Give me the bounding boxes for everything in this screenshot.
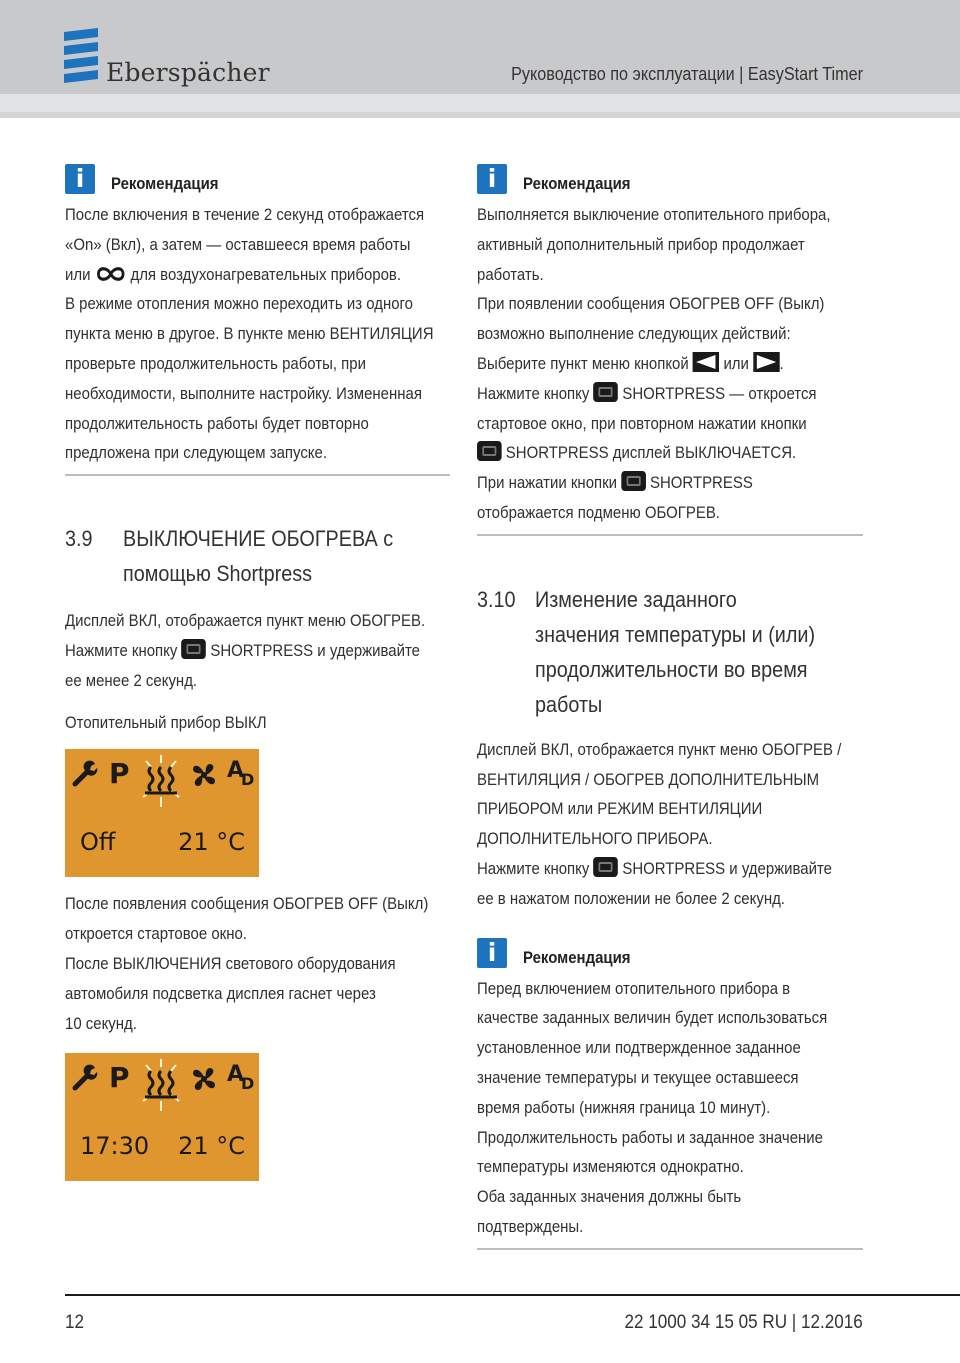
ad-subscript-icon: D: [241, 1074, 255, 1094]
body-line: ПРИБОРОМ или РЕЖИМ ВЕНТИЛЯЦИИ: [477, 799, 763, 819]
body-text: Нажмите кнопку: [65, 640, 178, 660]
tip-title: Рекомендация: [523, 947, 631, 967]
tip-line: отображается подменю ОБОГРЕВ.: [477, 502, 720, 522]
ad-icon: A: [227, 1062, 245, 1088]
section-title-line: работы: [535, 691, 603, 717]
body-line: Дисплей ВКЛ, отображается пункт меню ОБОГРЕВ /: [477, 739, 842, 759]
wrench-icon: [75, 1065, 97, 1088]
section-title-line: ВЫКЛЮЧЕНИЕ ОБОГРЕВА с: [123, 526, 394, 552]
header-stripe-secondary: [0, 112, 960, 118]
lcd-status-icons: [65, 1053, 259, 1181]
tip-line: активный дополнительный прибор продолжает: [477, 234, 805, 254]
info-icon: i: [65, 164, 95, 194]
tip-line: установленное или подтвержденное заданное: [477, 1038, 801, 1058]
body-line: автомобиля подсветка дисплея гаснет через: [65, 983, 376, 1003]
lcd-display-time: [65, 1053, 259, 1181]
tip-line: продолжительность работы будет повторно: [65, 413, 369, 433]
tip-title: Рекомендация: [523, 174, 631, 193]
tip-line: возможно выполнение следующих действий:: [477, 324, 791, 344]
tip-line: температуры изменяются однократно.: [477, 1157, 744, 1177]
body-line: ее менее 2 секунд.: [65, 670, 198, 690]
tip-text: Нажмите кнопку: [477, 383, 590, 403]
header-stripe: [0, 94, 960, 112]
lcd-status-text: Off: [80, 828, 116, 857]
tip-line: качестве заданных величин будет использоваться: [477, 1008, 828, 1028]
body-line: 10 секунд.: [65, 1013, 137, 1033]
tip-line: Оба заданных значения должны быть: [477, 1187, 742, 1207]
heater-icon: [145, 767, 177, 793]
divider: [477, 534, 863, 536]
tip-text: SHORTPRESS — откроется: [622, 383, 817, 403]
fan-icon: [193, 1068, 215, 1090]
page-number: 12: [65, 1312, 85, 1333]
tip-line: проверьте продолжительность работы, при: [65, 353, 366, 373]
tip-line: пункта меню в другое. В пункте меню ВЕНТИЛЯЦИЯ: [65, 324, 434, 344]
button-icon: [182, 639, 207, 659]
body-text: SHORTPRESS и удерживайте: [210, 640, 420, 660]
tip-text: .: [779, 353, 784, 373]
section-title-line: Изменение заданного: [535, 586, 737, 612]
tip-line: необходимости, выполните настройку. Измененная: [65, 383, 422, 403]
arrow-left-button-icon: [693, 352, 719, 372]
body-line: откроется стартовое окно.: [65, 924, 247, 944]
tip-text: Выберите пункт меню кнопкой: [477, 353, 689, 373]
tip-block-3: [477, 934, 863, 1250]
body-line: ДОПОЛНИТЕЛЬНОГО ПРИБОРА.: [477, 829, 713, 849]
body-line: После ВЫКЛЮЧЕНИЯ светового оборудования: [65, 953, 396, 973]
wrench-icon: [75, 761, 97, 784]
info-icon: i: [477, 164, 507, 194]
tip-line: В режиме отопления можно переходить из одного: [65, 294, 413, 314]
tip-line: предложена при следующем запуске.: [65, 443, 327, 463]
section-number: 3.9: [65, 526, 93, 552]
document-reference: 22 1000 34 15 05 RU | 12.2016: [624, 1312, 863, 1333]
body-line: ВЕНТИЛЯЦИЯ / ОБОГРЕВ ДОПОЛНИТЕЛЬНЫМ: [477, 769, 820, 789]
tip-line: Перед включением отопительного прибора в: [477, 978, 791, 998]
button-icon: [594, 857, 619, 877]
section-title: [535, 582, 846, 722]
ad-icon: A: [227, 758, 245, 784]
section-heading-3-9: [65, 521, 450, 591]
section-title: [123, 521, 423, 591]
left-column: [65, 160, 450, 1181]
tip-text: для воздухонагревательных приборов.: [130, 264, 402, 284]
section-heading-3-10: [477, 582, 863, 722]
lcd-time: 17:30: [80, 1132, 150, 1161]
body-text: SHORTPRESS и удерживайте: [622, 858, 832, 878]
button-icon: [621, 471, 646, 491]
arrow-right-button-icon: [753, 352, 779, 372]
section-number: 3.10: [477, 586, 516, 612]
section-title-line: продолжительности во время: [535, 656, 808, 682]
after-paragraph: [65, 889, 450, 1038]
ad-subscript-icon: D: [241, 770, 255, 790]
tip-line: Выполняется выключение отопительного прибора,: [477, 205, 831, 224]
right-column: [477, 160, 863, 1250]
section-body: [477, 735, 863, 914]
divider: [65, 474, 450, 476]
tip-text: SHORTPRESS: [649, 473, 753, 493]
eberspaecher-logo-icon: [64, 28, 98, 86]
tip-block-1: [65, 160, 450, 476]
lcd-temperature: 21 °C: [178, 828, 245, 857]
tip-line: [477, 438, 817, 468]
tip-line: Продолжительность работы и заданное значение: [477, 1127, 823, 1147]
section-title-line: значения температуры и (или): [535, 621, 816, 647]
footer-divider: [65, 1294, 960, 1296]
tip-line: значение температуры и текущее оставшееся: [477, 1067, 799, 1087]
tip-text: или: [723, 353, 749, 373]
body-line: [477, 854, 832, 884]
tip-header: [65, 160, 450, 194]
button-icon: [594, 382, 619, 402]
tip-title: Рекомендация: [111, 174, 219, 193]
tip-header: [477, 160, 863, 194]
tip-line: [477, 349, 817, 379]
tip-line: подтверждены.: [477, 1216, 584, 1236]
tip-text: При нажатии кнопки: [477, 473, 618, 493]
tip-line: работать.: [477, 264, 544, 284]
tip-line: После включения в течение 2 секунд отображается: [65, 205, 425, 224]
brand-name: Eberspächer: [106, 58, 270, 87]
tip-line: время работы (нижняя граница 10 минут).: [477, 1097, 771, 1117]
infinity-icon: [95, 265, 127, 283]
parking-icon: P: [109, 757, 130, 791]
fan-icon: [193, 764, 215, 786]
tip-line: [65, 260, 404, 290]
info-icon: i: [477, 938, 507, 968]
parking-icon: P: [109, 1061, 130, 1095]
body-line: Дисплей ВКЛ, отображается пункт меню ОБОГРЕВ.: [65, 611, 426, 631]
tip-header: [477, 934, 863, 968]
lcd-status-icons: [65, 749, 259, 877]
tip-line: [477, 468, 817, 498]
tip-text: SHORTPRESS дисплей ВЫКЛЮЧАЕТСЯ.: [505, 443, 797, 463]
section-title-line: помощью Shortpress: [123, 561, 313, 587]
body-line: [65, 636, 420, 666]
intro-paragraph: [65, 606, 450, 695]
tip-block-2: [477, 160, 863, 536]
tip-line: «On» (Вкл), а затем — оставшееся время работы: [65, 234, 411, 254]
lcd-display-off: [65, 749, 259, 877]
tip-line: [477, 379, 817, 409]
body-text: Нажмите кнопку: [477, 858, 590, 878]
body-line: После появления сообщения ОБОГРЕВ OFF (Выкл): [65, 894, 429, 914]
tip-line: При появлении сообщения ОБОГРЕВ OFF (Выкл): [477, 294, 825, 314]
document-title: Руководство по эксплуатации | EasyStart Timer: [511, 64, 863, 84]
heater-icon: [145, 1071, 177, 1097]
tip-line: стартовое окно, при повторном нажатии кнопки: [477, 413, 807, 433]
tip-text: или: [65, 264, 91, 284]
button-icon: [477, 441, 502, 461]
display-caption: Отопительный прибор ВЫКЛ: [65, 712, 267, 732]
body-line: ее в нажатом положении не более 2 секунд.: [477, 888, 785, 908]
divider: [477, 1248, 863, 1250]
lcd-temperature: 21 °C: [178, 1132, 245, 1161]
